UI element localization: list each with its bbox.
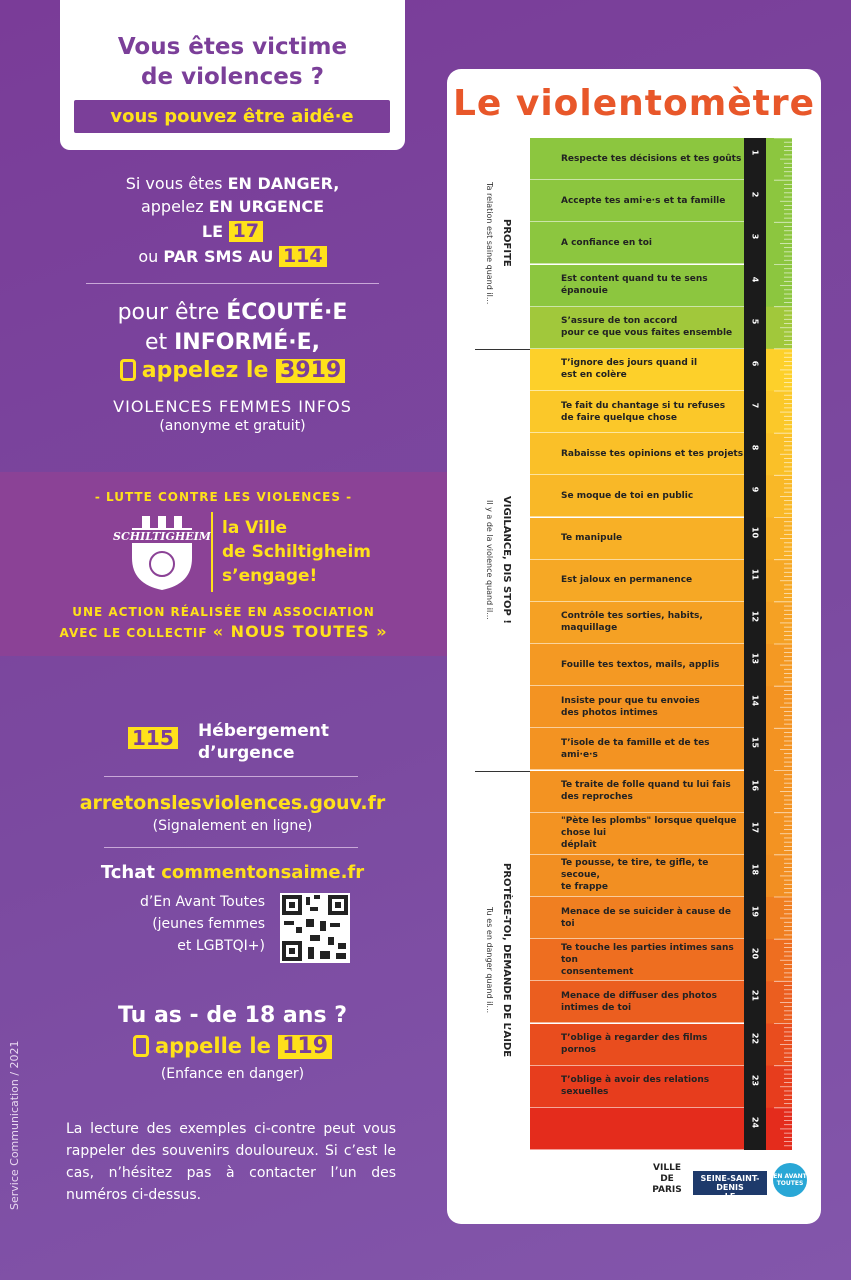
scale-number: 4	[750, 276, 760, 282]
credit-text: Service Communication / 2021	[8, 1040, 21, 1210]
zone-sublabel: Ta relation est saine quand il...	[485, 182, 494, 305]
scale-number: 3	[750, 234, 760, 240]
violentometre-item: Te traite de folle quand tu lui fais des reproches	[530, 771, 744, 813]
schiltigheim-band	[0, 472, 447, 656]
scale-number: 18	[750, 863, 760, 875]
scale-number: 6	[750, 360, 760, 367]
phone-icon	[120, 359, 136, 381]
zone-separator	[475, 349, 530, 350]
zone-label: PROTÈGE-TOI, DEMANDE DE L’AIDE	[501, 863, 512, 1058]
number-115[interactable]: 115	[128, 727, 178, 749]
number-114[interactable]: 114	[279, 246, 327, 267]
paris-logo	[647, 1163, 687, 1196]
violentometre-item: Te pousse, te tire, te gifle, te secoue, te frappe	[530, 855, 744, 897]
violentometre-item: Accepte tes ami·e·s et ta famille	[530, 180, 744, 222]
scale-number: 14	[750, 695, 760, 707]
phone-icon	[133, 1035, 149, 1057]
violentometre-item: Rabaisse tes opinions et tes projets	[530, 433, 744, 475]
violentometre-item: Se moque de toi en public	[530, 475, 744, 517]
collectif-name: « NOUS TOUTES »	[212, 622, 388, 641]
qr-code-icon[interactable]	[280, 893, 350, 963]
zone-separator	[475, 771, 530, 772]
zone-label: VIGILANCE, DIS STOP !	[501, 495, 512, 624]
violentometre-item: T’oblige à avoir des relations sexuelles	[530, 1066, 744, 1108]
informe-emphasis: INFORMÉ·E,	[174, 330, 321, 355]
violentometre-item: Contrôle tes sorties, habits, maquillage	[530, 602, 744, 644]
divider	[104, 847, 358, 848]
ville-text: la Ville de Schiltigheim s’engage!	[222, 518, 371, 586]
call-119	[60, 1034, 405, 1059]
scale-number: 19	[750, 905, 760, 918]
violentometre-item: Est content quand tu te sens épanouie	[530, 265, 744, 307]
scale-number: 22	[750, 1032, 760, 1044]
scale-number: 15	[750, 737, 760, 749]
service-name: VIOLENCES FEMMES INFOS	[113, 397, 352, 416]
header-subtitle: vous pouvez être aidé·e	[74, 100, 390, 133]
scale-number: 1	[750, 149, 760, 156]
action-line-2: AVEC LE COLLECTIF	[59, 626, 213, 640]
violentometre-item: Te touche les parties intimes sans ton consentement	[530, 939, 744, 981]
scale-number-stripe	[744, 138, 766, 1150]
paris-logo-label: VILLE DE PARIS	[652, 1163, 682, 1195]
violentometre-item: T’isole de ta famille et de tes ami·e·s	[530, 728, 744, 770]
violentometre-item: Est jaloux en permanence	[530, 560, 744, 602]
scale-number: 13	[750, 652, 760, 665]
violentometre-item: Menace de se suicider à cause de toi	[530, 897, 744, 939]
violentometre-item: "Pète les plombs" lorsque quelque chose lui déplaît	[530, 813, 744, 855]
violentometre-item: Te manipule	[530, 518, 744, 560]
header-title: Vous êtes victime de violences ?	[117, 34, 348, 90]
danger-text: appelez	[140, 197, 209, 216]
scale-number: 16	[750, 779, 760, 791]
call-3919	[60, 358, 405, 383]
danger-block	[80, 172, 385, 268]
danger-text: Si vous êtes	[125, 174, 228, 193]
scale-number: 10	[750, 526, 760, 538]
number-3919[interactable]: 3919	[276, 359, 345, 383]
violentometre-item: Insiste pour que tu envoies des photos intimes	[530, 686, 744, 728]
scale-number: 12	[750, 610, 760, 622]
call-label: appelle le	[154, 1034, 279, 1058]
violentometre-item: T’oblige à regarder des films pornos	[530, 1024, 744, 1066]
violentometre-scale	[530, 138, 744, 1150]
divider	[104, 776, 358, 777]
danger-emphasis: EN DANGER,	[227, 174, 340, 193]
warning-text: La lecture des exemples ci-contre peut vous rappeler des souvenirs douloureux. Si c’est le cas, n’hésitez pas à contacter l’un des numéros ci-dessus.	[66, 1121, 396, 1203]
scale-number: 5	[750, 318, 760, 324]
en-avant-toutes-logo	[773, 1163, 807, 1197]
scale-number: 17	[750, 821, 760, 833]
violentometre-item: T’ignore des jours quand il est en colère	[530, 349, 744, 391]
danger-text: ou	[138, 247, 164, 266]
ecoute-block	[60, 298, 405, 358]
schiltigheim-crest-icon	[118, 514, 206, 592]
scale-number: 8	[750, 444, 760, 451]
violentometre-item: Te fait du chantage si tu refuses de faire quelque chose	[530, 391, 744, 433]
crest-label: SCHILTIGHEIM	[113, 530, 211, 543]
ruler-ticks	[766, 138, 792, 1150]
scale-number: 7	[750, 402, 760, 409]
violentometre-item: Respecte tes décisions et tes goûts	[530, 138, 744, 180]
violentometre-item: Menace de diffuser des photos intimes de toi	[530, 981, 744, 1023]
violentometre-item: S’assure de ton accord pour ce que vous faites ensemble	[530, 307, 744, 349]
scale-number: 23	[750, 1074, 760, 1086]
danger-text: LE	[201, 222, 229, 241]
header-card	[60, 0, 405, 150]
enfance-note: (Enfance en danger)	[160, 1066, 305, 1082]
ecoute-text: et	[144, 330, 175, 355]
number-17[interactable]: 17	[229, 221, 263, 242]
tchat-label: Tchat	[100, 862, 162, 883]
signalement-note: (Signalement en ligne)	[152, 818, 313, 834]
signalement-link[interactable]: arretonslesviolences.gouv.fr	[79, 792, 386, 814]
zone-sublabel: Il y a de la violence quand il...	[485, 499, 494, 620]
violentometre-item: Fouille tes textos, mails, applis	[530, 644, 744, 686]
ssd-logo-label: SEINE-SAINT-DENIS LE DÉPARTEMENT	[697, 1174, 763, 1210]
band-title: - LUTTE CONTRE LES VIOLENCES -	[94, 490, 353, 504]
violentometre-title: Le violentomètre	[452, 83, 816, 124]
ecoute-emphasis: ÉCOUTÉ·E	[226, 300, 348, 325]
violentometre-card	[447, 69, 821, 1224]
band-divider	[211, 512, 213, 592]
scale-number: 11	[750, 568, 760, 580]
divider	[86, 283, 379, 284]
scale-number: 2	[750, 191, 760, 198]
zone-label: PROFITE	[501, 219, 512, 268]
action-text	[0, 602, 447, 643]
scale-number: 9	[750, 487, 760, 493]
sms-emphasis: PAR SMS AU	[163, 247, 279, 266]
age-question: Tu as - de 18 ans ?	[118, 1003, 347, 1028]
ecoute-text: pour être	[117, 300, 227, 325]
zone-sublabel: Tu es en danger quand il...	[485, 907, 494, 1014]
scale-number: 24	[750, 1116, 760, 1128]
tchat-description: d’En Avant Toutes (jeunes femmes et LGBTQI+)	[140, 894, 265, 954]
scale-number: 20	[750, 948, 760, 960]
violentometre-item	[530, 1108, 744, 1150]
action-line-1: UNE ACTION RÉALISÉE EN ASSOCIATION	[72, 605, 375, 619]
tchat-line	[60, 862, 405, 883]
service-note: (anonyme et gratuit)	[159, 418, 306, 434]
partner-logos	[647, 1159, 817, 1210]
tchat-link[interactable]: commentonsaime.fr	[161, 862, 365, 883]
violentometre-item: A confiance en toi	[530, 222, 744, 264]
seine-saint-denis-logo	[693, 1171, 767, 1210]
hebergement-text: Hébergement d’urgence	[198, 721, 330, 763]
call-label: appelez le	[141, 358, 277, 383]
urgence-emphasis: EN URGENCE	[208, 197, 325, 216]
scale-number: 21	[750, 990, 760, 1002]
eat-logo-label: EN AVANT TOUTES	[773, 1173, 807, 1187]
number-119[interactable]: 119	[278, 1035, 332, 1059]
